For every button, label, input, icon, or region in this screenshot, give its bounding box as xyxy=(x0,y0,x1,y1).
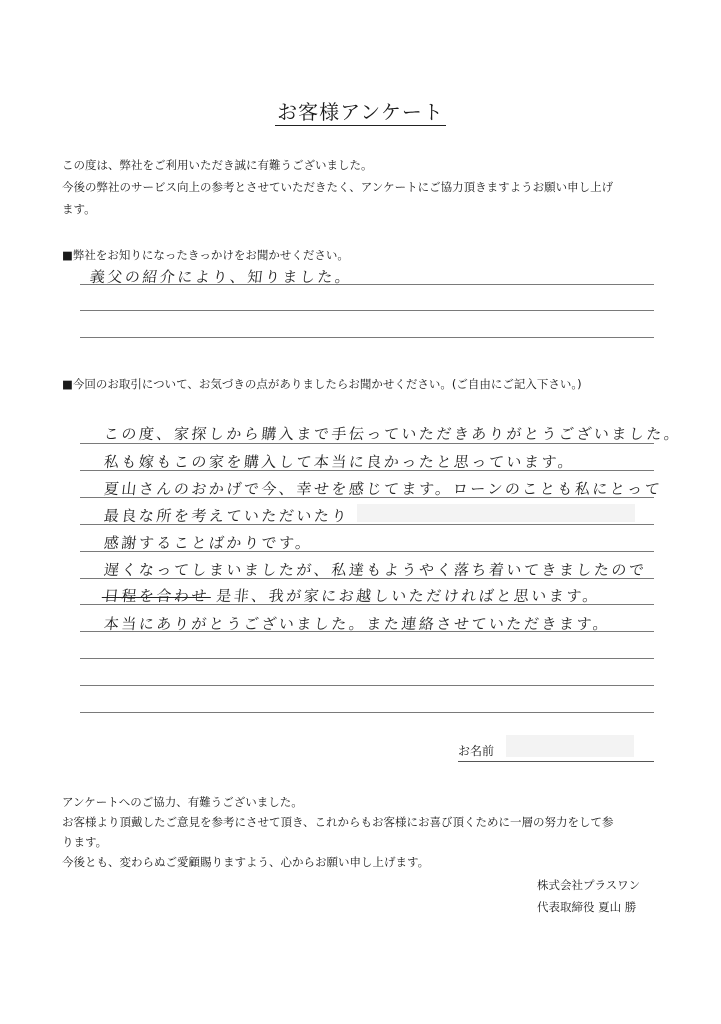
answer-rule xyxy=(80,470,654,471)
question-2-answer-line xyxy=(103,585,601,606)
answer-line-rest: 是非、我が家にお越しいただければと思います。 xyxy=(215,587,602,605)
question-2-answer-line: この度、家探しから購入まで手伝っていただきありがとうございました。 xyxy=(103,425,683,443)
intro-line-2: 今後の弊社のサービス向上の参考とさせていただきたく、アンケートにご協力頂きますようお願い申し上げ xyxy=(62,180,614,194)
answer-rule xyxy=(80,497,654,498)
closing-line-3: ります。 xyxy=(62,835,108,849)
answer-rule xyxy=(80,337,654,338)
answer-rule xyxy=(80,658,654,659)
answer-rule xyxy=(80,551,654,552)
company-name: 株式会社プラスワン xyxy=(537,878,641,892)
name-rule xyxy=(458,761,654,762)
intro-line-1: この度は、弊社をご利用いただき誠に有難うございました。 xyxy=(62,158,373,172)
name-redaction xyxy=(506,735,634,757)
name-label: お名前 xyxy=(458,744,495,758)
representative-name: 代表取締役 夏山 勝 xyxy=(537,900,637,914)
struck-text: 日程を合わせ xyxy=(103,587,210,605)
answer-rule xyxy=(80,631,654,632)
question-2-answer-line: 本当にありがとうございました。また連絡させていただきます。 xyxy=(103,615,612,633)
answer-rule xyxy=(80,685,654,686)
question-2-heading: ■今回のお取引について、お気づきの点がありましたらお聞かせください。(ご自由にご記入下さい。) xyxy=(62,377,582,391)
question-2-answer-line: 私も嫁もこの家を購入して本当に良かったと思っています。 xyxy=(103,453,577,471)
closing-line-2: お客様より頂戴したご意見を参考にさせて頂き、これからもお客様にお喜び頂くために一層の努力をして参 xyxy=(62,815,614,829)
answer-rule xyxy=(80,443,654,444)
question-1-heading: ■弊社をお知りになったきっかけをお聞かせください。 xyxy=(62,248,349,262)
page-title: お客様アンケート xyxy=(277,100,444,124)
answer-rule xyxy=(80,578,654,579)
question-2-answer-line: 最良な所を考えていただいたり xyxy=(103,507,350,525)
answer-rule xyxy=(80,524,654,525)
question-2-answer-line: 夏山さんのおかげで今、幸せを感じてます。ローンのことも私にとって xyxy=(103,480,664,498)
question-2-answer-line: 感謝することばかりです。 xyxy=(103,534,314,552)
closing-line-1: アンケートへのご協力、有難うございました。 xyxy=(62,795,303,809)
closing-line-4: 今後とも、変わらぬご愛顧賜りますよう、心からお願い申し上げます。 xyxy=(62,855,430,869)
redaction-box xyxy=(357,504,635,522)
answer-rule xyxy=(80,604,654,605)
answer-rule xyxy=(80,284,654,285)
intro-line-3: ます。 xyxy=(62,202,96,216)
answer-rule xyxy=(80,310,654,311)
answer-rule xyxy=(80,712,654,713)
question-2-answer-line: 遅くなってしまいましたが、私達もようやく落ち着いてきましたので xyxy=(103,561,648,579)
question-1-answer: 義父の紹介により、知りました。 xyxy=(89,268,354,286)
